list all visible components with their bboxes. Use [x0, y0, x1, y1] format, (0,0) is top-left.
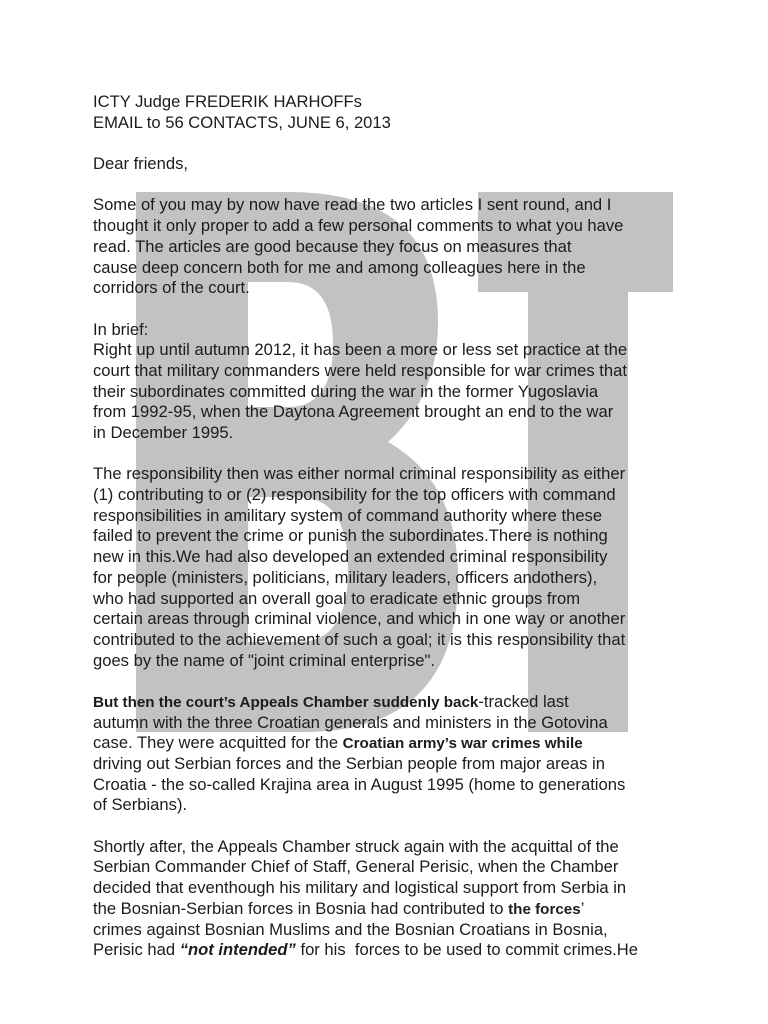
text-run: the Bosnian-Serbian forces in Bosnia had contributed to [93, 898, 509, 918]
letter-body [93, 92, 693, 961]
spacer [93, 299, 693, 320]
spacer [93, 133, 693, 154]
paragraph-line [93, 733, 693, 754]
spacer [93, 671, 693, 692]
paragraph-line: corridors of the court. [93, 278, 250, 298]
text-run: case. They were acquitted for the [93, 733, 343, 753]
paragraph-line: crimes against Bosnian Muslims and the Bosnian Croatians in Bosnia, [93, 919, 608, 939]
paragraph-line: new in this.We had also developed an extended criminal responsibility [93, 547, 608, 567]
paragraph-line: goes by the name of "joint criminal enterprise". [93, 650, 435, 670]
paragraph-line [93, 940, 693, 961]
spacer [93, 444, 693, 465]
paragraph-line: from 1992-95, when the Daytona Agreement brought an end to the war [93, 402, 614, 422]
paragraph-line: Croatia - the so-called Krajina area in August 1995 (home to generations [93, 774, 626, 794]
bold-phrase: Croatian army’s war crimes while [342, 735, 583, 753]
paragraph-line: who had supported an overall goal to eradicate ethnic groups from [93, 588, 581, 608]
paragraph-line: court that military commanders were held responsible for war crimes that [93, 360, 627, 380]
paragraph-5 [93, 837, 693, 961]
text-run: Perisic had [93, 940, 180, 960]
paragraph-line: failed to prevent the crime or punish the subordinates.There is nothing [93, 526, 608, 546]
header-line-2: EMAIL to 56 CONTACTS, JUNE 6, 2013 [93, 112, 391, 132]
paragraph-line: in December 1995. [93, 423, 234, 442]
paragraph-line: Right up until autumn 2012, it has been a more or less set practice at the [93, 340, 628, 360]
paragraph-line: certain areas through criminal violence, and which in one way or another [93, 609, 626, 629]
spacer [93, 175, 693, 196]
paragraph-1 [93, 195, 693, 298]
paragraph-line: thought it only proper to add a few personal comments to what you have [93, 216, 624, 236]
paragraph-line: Shortly after, the Appeals Chamber struck again with the acquittal of the [93, 836, 619, 856]
text-run: -tracked last [478, 691, 569, 711]
paragraph-line: contributed to the achievement of such a goal; it is this responsibility that [93, 629, 626, 649]
spacer [93, 816, 693, 837]
bold-phrase: But then the court’s Appeals Chamber suddenly back [93, 693, 479, 711]
paragraph-3 [93, 464, 693, 671]
paragraph-line [93, 692, 693, 713]
paragraph-line: of Serbians). [93, 795, 188, 815]
paragraph-line: (1) contributing to or (2) responsibility for the top officers with command [93, 485, 616, 505]
paragraph-line: decided that eventhough his military and logistical support from Serbia in [93, 878, 627, 898]
bold-phrase: the forces [508, 900, 581, 918]
header-line-1: ICTY Judge FREDERIK HARHOFFs [93, 92, 362, 111]
paragraph-2 [93, 340, 693, 443]
text-run: ’ [580, 898, 585, 918]
paragraph-line: Some of you may by now have read the two articles I sent round, and I [93, 195, 612, 215]
paragraph-4 [93, 692, 693, 816]
paragraph-line: read. The articles are good because they focus on measures that [93, 236, 572, 256]
paragraph-line: their subordinates committed during the war in the former Yugoslavia [93, 381, 599, 401]
bold-italic-phrase: “not intended” [179, 940, 296, 960]
paragraph-line: for people (ministers, politicians, military leaders, officers andothers), [93, 567, 598, 587]
text-run: for his forces to be used to commit crimes.He [295, 940, 638, 960]
paragraph-line: Serbian Commander Chief of Staff, General Perisic, when the Chamber [93, 857, 619, 877]
paragraph-line: autumn with the three Croatian generals and ministers in the Gotovina [93, 712, 608, 732]
paragraph-line: responsibilities in amilitary system of command authority where these [93, 505, 603, 525]
paragraph-line: The responsibility then was either normal criminal responsibility as either [93, 464, 626, 484]
in-brief-heading: In brief: [93, 319, 149, 339]
paragraph-line: cause deep concern both for me and among colleagues here in the [93, 257, 586, 277]
paragraph-line [93, 899, 693, 920]
paragraph-line: driving out Serbian forces and the Serbian people from major areas in [93, 754, 605, 773]
greeting: Dear friends, [93, 154, 188, 174]
